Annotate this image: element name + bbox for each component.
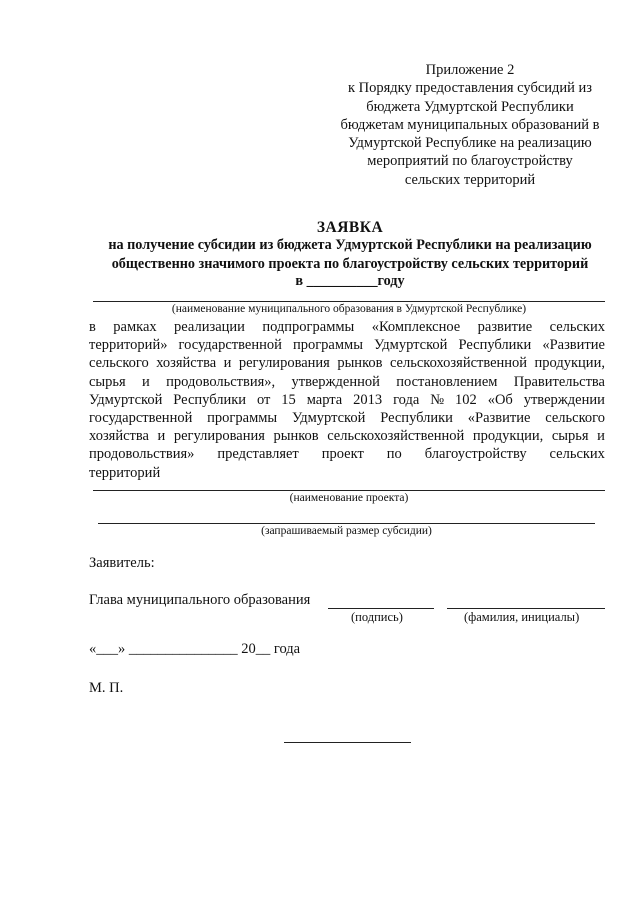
body-word: и — [597, 428, 605, 445]
body-word: по — [386, 446, 402, 463]
name-caption: (фамилия, инициалы) — [464, 610, 580, 624]
applicant-label: Заявитель: — [89, 555, 155, 571]
body-word: утвержденной — [291, 373, 380, 390]
name-blank-line — [447, 608, 605, 609]
municipality-blank-line — [93, 301, 605, 302]
body-word: рынков — [273, 428, 319, 445]
body-word: и — [142, 373, 150, 390]
body-word: территорий» — [89, 337, 168, 354]
title-line-2: общественно значимого проекта по благоустройству сельских территорий — [111, 256, 589, 272]
body-word: рынков — [337, 355, 383, 372]
body-word: Удмуртской — [292, 410, 366, 427]
body-word: Правительства — [513, 373, 605, 390]
body-word: программы — [292, 337, 363, 354]
body-word: подпрограммы — [262, 319, 355, 335]
stamp-label: М. П. — [89, 680, 124, 696]
closing-separator — [284, 742, 411, 743]
appendix-line: мероприятий по благоустройству — [367, 153, 573, 170]
document-title: ЗАЯВКА — [316, 219, 384, 236]
body-line — [89, 354, 605, 372]
body-word: и — [223, 355, 232, 372]
appendix-line: Удмуртской Республике на реализацию — [348, 135, 592, 152]
body-word: сырья — [89, 373, 126, 390]
signature-blank-line — [328, 608, 434, 609]
body-line — [89, 409, 605, 427]
body-line — [89, 427, 605, 445]
body-word: марта — [306, 391, 343, 408]
municipality-caption: (наименование муниципального образования в Удмуртской Республике) — [171, 303, 527, 315]
subsidy-blank-line — [98, 523, 595, 524]
body-word: «Об — [487, 391, 513, 408]
body-word: Удмуртской — [374, 337, 448, 354]
title-line-3: в __________году — [295, 273, 405, 289]
body-word: государственной — [89, 410, 193, 427]
body-word: Республики — [380, 410, 453, 427]
body-word: хозяйства — [156, 355, 217, 372]
body-word: «Развитие — [542, 337, 605, 354]
body-word: сельского — [545, 410, 605, 427]
body-word: хозяйства — [89, 428, 149, 445]
body-word: от — [256, 391, 271, 408]
date-line: «___» _______________ 20__ года — [89, 641, 301, 657]
body-paragraph — [89, 318, 605, 482]
signature-caption: (подпись) — [351, 610, 403, 624]
title-line-1: на получение субсидии из бюджета Удмуртской Республики на реализацию — [108, 237, 592, 253]
body-word: продукции, — [472, 428, 544, 445]
body-word: развитие — [477, 319, 533, 335]
appendix-line: Приложение 2 — [425, 62, 515, 78]
body-word: и — [157, 428, 166, 445]
appendix-line: сельских территорий — [404, 171, 536, 188]
body-word: продовольствия» — [89, 446, 195, 463]
body-word: сельскохозяйственной — [389, 355, 528, 372]
body-word: продовольствия», — [166, 373, 276, 390]
project-caption: (наименование проекта) — [289, 492, 409, 504]
body-word: продукции, — [534, 355, 605, 372]
body-word: благоустройству — [424, 446, 527, 463]
body-word: представляет — [217, 446, 299, 463]
appendix-line: бюджета Удмуртской Республики — [366, 98, 574, 115]
body-word: года — [393, 391, 420, 408]
appendix-line: бюджетам муниципальных образований в — [340, 116, 600, 133]
appendix-block — [330, 61, 610, 189]
body-word: 2013 — [353, 391, 383, 408]
body-line — [89, 336, 605, 354]
body-line — [89, 318, 605, 336]
subsidy-caption: (запрашиваемый размер субсидии) — [261, 525, 432, 537]
body-word: сельскохозяйственной — [327, 428, 465, 445]
body-word: программы — [207, 410, 278, 427]
body-line-last: территорий — [89, 464, 161, 481]
body-word: регулирования — [173, 428, 265, 445]
head-label: Глава муниципального образования — [89, 592, 311, 608]
body-word: утверждении — [523, 391, 605, 408]
body-word: «Развитие — [467, 410, 531, 427]
body-word: регулирования — [238, 355, 330, 372]
body-word: государственной — [178, 337, 282, 354]
body-word: сельских — [549, 319, 605, 335]
body-word: сельского — [89, 355, 149, 372]
body-word: 15 — [281, 391, 296, 408]
body-word: Республики — [173, 391, 247, 408]
body-word: 102 — [455, 391, 477, 408]
project-blank-line — [93, 490, 605, 491]
body-line — [89, 373, 605, 391]
body-line — [89, 391, 605, 409]
body-word: «Комплексное — [371, 319, 461, 335]
body-line — [89, 445, 605, 463]
body-word: № — [430, 391, 445, 408]
body-word: сельских — [549, 446, 605, 463]
body-word: рамках — [113, 319, 157, 335]
body-word: проект — [321, 446, 364, 463]
body-word: Республики — [458, 337, 532, 354]
body-word: Удмуртской — [89, 391, 163, 408]
body-word: реализации — [174, 319, 245, 335]
body-word: в — [89, 319, 96, 335]
body-word: сырья — [551, 428, 589, 445]
appendix-line: к Порядку предоставления субсидий из — [347, 80, 593, 97]
body-word: постановлением — [396, 373, 498, 390]
